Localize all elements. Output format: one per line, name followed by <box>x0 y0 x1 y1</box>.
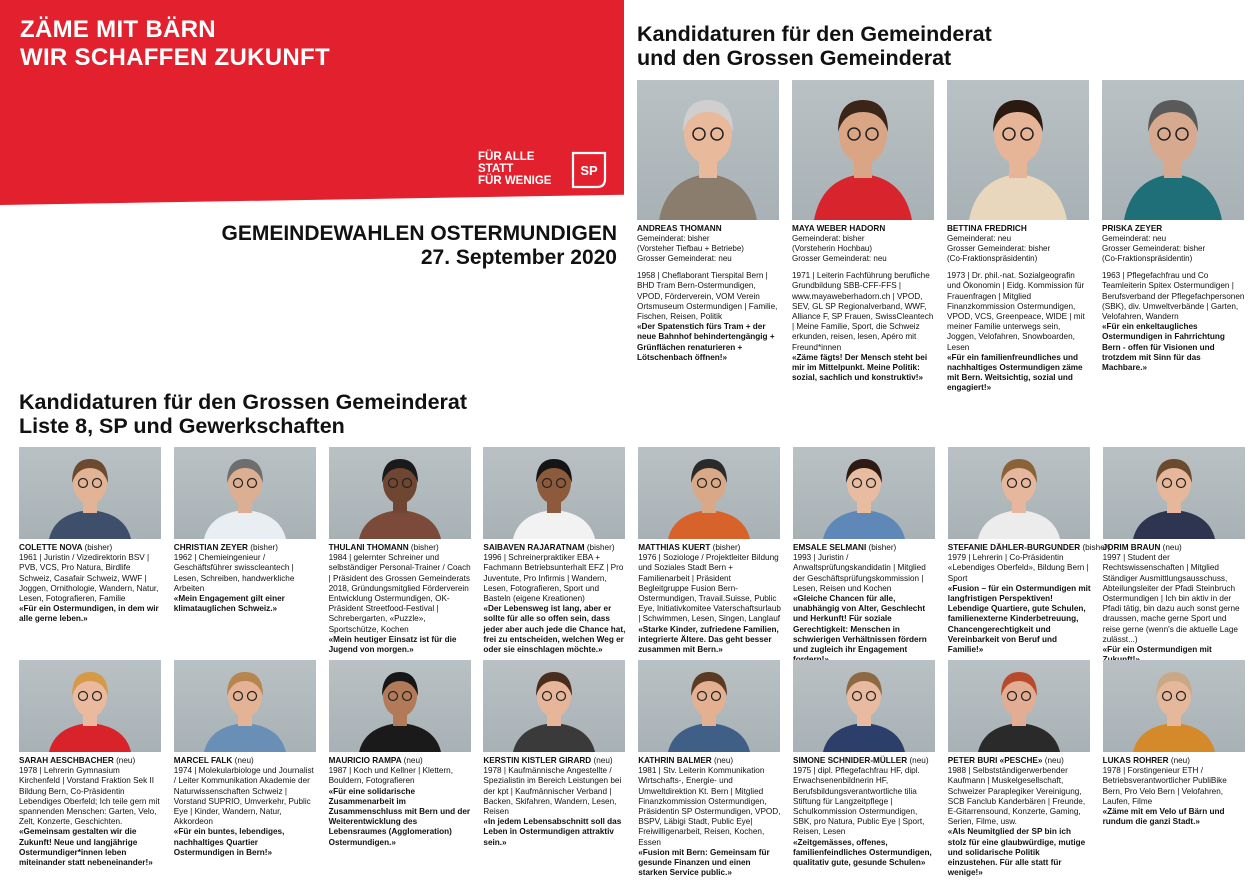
candidate-quote: «Starke Kinder, zufriedene Familien, integrierte Ältere. Das geht besser zusammen mit Bern.» <box>638 624 779 655</box>
candidate-role: Grosser Gemeinderat: bisher <box>1102 244 1206 254</box>
candidate-roles <box>792 234 935 264</box>
candidate-card <box>638 660 781 878</box>
candidate-photo <box>948 660 1090 752</box>
tagline <box>478 151 551 187</box>
candidate-name-text: MAURICIO RAMPA <box>328 756 402 765</box>
candidate-quote: «Für ein Ostermundigen mit <box>1102 645 1212 655</box>
candidate-card <box>637 80 780 363</box>
candidate-quote: «Fusion mit Bern: Gemeinsam für gesunde Finanzen und einen starken Service public.» <box>638 847 770 878</box>
candidate-role: Grosser Gemeinderat: neu <box>792 254 887 264</box>
slogan-line-1: ZÄME MIT BÄRN <box>20 16 216 43</box>
candidate-role: Grosser Gemeinderat: neu <box>637 254 732 264</box>
candidate-roles <box>1102 234 1245 264</box>
candidate-status: (bisher) <box>868 543 897 552</box>
candidate-name-text: EMSALE SELMANI <box>793 543 867 552</box>
candidate-card <box>793 447 936 665</box>
candidate-bio: 1971 | Leiterin Fachführung berufliche Grundbildung SBB-CFF-FFS | www.mayaweberhadorn.ch | VPOD, SEV, GL SP Regionalverband, WWF, Alliance F, SP Frauen, SwissCleantech | Meine Familie, Sport, die Schweiz erkunden, reisen, lesen, Apéro mit Freund*innen <box>792 271 934 352</box>
candidate-photo <box>1102 80 1244 220</box>
candidate-name <box>637 224 780 234</box>
section-heading-bottom-line-1: Kandidaturen für den Grossen Gemeinderat <box>19 390 468 414</box>
candidate-card <box>329 447 472 655</box>
candidate-card <box>1102 80 1245 373</box>
candidate-role: (Co-Fraktionspräsidentin) <box>947 254 1038 264</box>
candidate-photo <box>174 447 316 539</box>
candidate-status: (neu) <box>1044 756 1064 765</box>
candidate-role: (Vorsteherin Hochbau) <box>792 244 873 254</box>
candidate-name <box>638 543 781 553</box>
candidate-quote: «Für ein Ostermundigen, in dem wir alle gerne leben.» <box>19 604 159 624</box>
candidate-status: (bisher) <box>84 543 113 552</box>
candidate-bio: 1978 | Forstingenieur ETH / Betriebsverantwortlicher PubliBike Bern, Pro Velo Bern | Velofahren, Laufen, Filme <box>1102 766 1227 806</box>
candidate-name-text: PRISKA ZEYER <box>1102 224 1163 233</box>
section-heading-bottom <box>19 390 467 438</box>
candidate-bio: 1974 | Molekularbiologe und Journalist / Leiter Kommunikation Akademie der Naturwissenschaften Schweiz | Vorstand SUPRIO, Umverkehr, Public Eye | Kinder, Wandern, Natur, Akkordeon <box>173 766 314 827</box>
candidate-quote: «Für ein buntes, lebendiges, nachhaltiges Quartier Ostermundigen in Bern!» <box>173 827 285 857</box>
election-title: GEMEINDEWAHLEN OSTERMUNDIGEN <box>221 222 617 245</box>
candidate-photo <box>637 80 779 220</box>
sp-logo-icon <box>571 151 607 189</box>
candidate-name <box>1103 756 1246 766</box>
candidate-roles <box>947 234 1090 264</box>
candidate-role: (Co-Fraktionspräsidentin) <box>1102 254 1193 264</box>
candidate-card <box>948 660 1091 878</box>
candidate-name-text: MARCEL FALK <box>173 756 233 765</box>
candidate-card <box>174 447 317 614</box>
candidate-bio: 1979 | Lehrerin | Co-Präsidentin «Lebendiges Oberfeld», Bildung Bern | Sport <box>947 553 1089 583</box>
candidate-roles <box>637 234 780 264</box>
candidate-name-text: BETTINA FREDRICH <box>947 224 1027 233</box>
candidate-name-text: KATHRIN BALMER <box>638 756 712 765</box>
candidate-name-text: THULANI THOMANN <box>328 543 409 552</box>
candidate-quote: «Für ein familienfreundliches und nachhaltiges Ostermundigen zäme mit Bern. Weitsichtig, sozial und engagiert!» <box>947 352 1083 393</box>
candidate-quote: «Gleiche Chancen für alle, unabhängig von Alter, Geschlecht und Herkunft! Für soziale Gerechtigkeit: Menschen in schwierigen Verhältnissen fördern und zugleich ihr Engagement <box>793 594 927 655</box>
candidate-photo <box>329 447 471 539</box>
candidate-photo <box>174 660 316 752</box>
candidate-name <box>19 543 162 553</box>
section-heading-bottom-line-2: Liste 8, SP und Gewerkschaften <box>19 414 345 438</box>
candidate-quote: «Für eine solidarische Zusammenarbeit im Zusammenschluss mit Bern und der Weiterentwicklung des Lebensraumes (Agglomeration) Ostermundigen.» <box>328 786 471 847</box>
candidate-bio: 1988 | Selbstständigerwerbender Kaufmann | Muskelgesellschaft, Schweizer Paraplegiker Vereinigung, SCB Fanclub Kanderbären | Freunde, E-Gitarrensound, Konzerte, Gaming, Serien, Filme, usw. <box>947 766 1086 827</box>
candidate-status: (neu) <box>909 756 929 765</box>
candidate-photo <box>483 447 625 539</box>
candidate-name-text: SIMONE SCHNIDER-MÜLLER <box>793 756 908 765</box>
candidate-photo <box>483 660 625 752</box>
candidate-card <box>19 660 162 868</box>
candidate-status: (neu) <box>1162 543 1182 552</box>
candidate-name <box>174 543 317 553</box>
candidate-name-text: STEFANIE DÄHLER-BURGUNDER <box>947 543 1081 552</box>
slogan-line-2: WIR SCHAFFEN ZUKUNFT <box>20 44 330 71</box>
candidate-name <box>1102 224 1245 234</box>
candidate-name <box>19 756 162 766</box>
candidate-card <box>1103 447 1246 665</box>
candidate-bio: 1981 | Stv. Leiterin Kommunikation Wirtschafts-, Energie- und Umweltdirektion Kt. Bern | Mitglied Finanzkommission Ostermundigen, Präsidentin SP Ostermundigen, VPOD, BSPV, Läbigi Stadt, Public Eye| Freiwilligenarbeit, Reisen, Kochen, Essen <box>638 766 781 847</box>
candidate-name-text: SAIBAVEN RAJARATNAM <box>483 543 585 552</box>
candidate-status: (neu) <box>403 756 423 765</box>
candidate-quote: «Als Neumitglied der SP bin ich stolz für eine glaubwürdige, mutige und solidarische Politik einzustehen. Für alle statt für wenige!» <box>947 827 1086 878</box>
candidate-bio: 1993 | Juristin / Anwaltsprüfungskandidatin | Mitglied der Geschäftsprüfungskommission | Lesen, Reisen und Kochen <box>793 553 926 593</box>
candidate-quote: «Der Lebensweg ist lang, aber er sollte für alle so offen sein, dass jeder aber auch jede die Chance hat, frei zu entscheiden, welchen Weg er oder sie einschlagen möchte.» <box>483 604 626 655</box>
candidate-photo <box>19 660 161 752</box>
candidate-status: (bisher) <box>586 543 615 552</box>
tagline-line-2: STATT <box>478 163 514 175</box>
candidate-quote: «In jedem Lebensabschnitt soll das Leben in Ostermundigen attraktiv sein.» <box>483 817 622 847</box>
candidate-card <box>174 660 317 858</box>
candidate-bio: 1961 | Juristin / Vizedirektorin BSV | PVB, VCS, Pro Natura, Birdlife Schweiz, Casafair Schweiz, WWF | Joggen, Ornithologie, Wandern, Natur, Lesen, Fotografieren, Familie <box>19 553 159 604</box>
candidate-status: (neu) <box>116 756 136 765</box>
candidate-bio: 1963 | Pflegefachfrau und Co Teamleiterin Spitex Ostermundigen | Berufsverband der Pflegefachpersonen (SBK), div. Umweltverbände | Garten, Velofahren, Wandern <box>1102 271 1245 322</box>
candidate-name-text: ANDREAS THOMANN <box>637 224 722 233</box>
candidate-status: (bisher) <box>1082 543 1111 552</box>
candidate-name <box>793 756 936 766</box>
candidate-bio: 1987 | Koch und Kellner | Klettern, Bouldern, Fotografieren <box>328 766 454 786</box>
candidate-card <box>19 447 162 625</box>
candidate-name <box>638 756 781 766</box>
candidate-name-text: JORIM BRAUN <box>1102 543 1161 552</box>
section-heading-top-line-2: und den Grossen Gemeinderat <box>637 46 952 70</box>
candidate-card <box>638 447 781 655</box>
candidate-name <box>947 224 1090 234</box>
election-date: 27. September 2020 <box>420 246 617 269</box>
candidate-card <box>1103 660 1246 827</box>
candidate-card <box>947 447 1111 655</box>
candidate-bio: 1975 | dipl. Pflegefachfrau HF, dipl. Erwachsenenbildnerin HF, Berufsbildungsverantwortliche tilia Stiftung für Langzeitpflege | Schulkommission Ostermundigen, SBK, pro Natura, Public Eye | Sport, Reisen, Lesen <box>793 766 925 837</box>
candidate-photo <box>1103 660 1245 752</box>
candidate-photo <box>638 447 780 539</box>
candidate-photo <box>793 660 935 752</box>
candidate-photo <box>329 660 471 752</box>
candidate-name <box>948 756 1091 766</box>
candidate-quote: «Zäme fägts! Der Mensch steht bei mir im Mittelpunkt. Meine Politik: sozial, sachlich und konstruktiv!» <box>792 352 928 383</box>
candidate-photo <box>19 447 161 539</box>
candidate-name-text: LUKAS ROHRER <box>1102 756 1169 765</box>
candidate-quote: «Gemeinsam gestalten wir die Zukunft! Neue und langjährige Ostermundiger*innen leben miteinander statt nebeneinander!» <box>19 827 153 868</box>
candidate-photo <box>638 660 780 752</box>
candidate-bio: 1958 | Cheflaborant Tierspital Bern | BHD Tram Bern-Ostermundigen, VPOD, Förderverein, VOM Verein Ortsmuseum Ostermundigen | Familie, Fischen, Reisen, Politik <box>637 271 778 322</box>
candidate-name <box>947 543 1111 553</box>
candidate-name <box>174 756 317 766</box>
candidate-role: Gemeinderat: bisher <box>637 234 710 244</box>
candidate-card <box>947 80 1090 394</box>
section-heading-top <box>637 22 992 70</box>
candidate-quote: «Mein heutiger Einsatz ist für die Jugend von morgen.» <box>328 634 457 655</box>
candidate-bio: 1984 | gelernter Schreiner und selbständiger Personal-Trainer / Coach | Präsident des Grossen Gemeinderats 2018, Gründungsmitglied Förderverein Entwicklung Ostermundigen, OK-Präsident Streetfood-Festival | Schrebergarten, «Puzzle», Sportschütze, Kochen <box>328 553 471 634</box>
election-title-block <box>221 222 617 270</box>
candidate-card <box>483 660 626 848</box>
candidate-role: Gemeinderat: neu <box>947 234 1012 244</box>
candidate-name <box>1103 543 1246 553</box>
candidate-quote: «Fusion – für ein Ostermundigen mit langfristigen Perspektiven! Lebendige Quartiere, gute Schulen, familienexterne Kinderbetreuung, Chancengerechtigkeit und Vereinbarkeit von Beruf und Familie!» <box>947 583 1091 655</box>
candidate-bio: 1976 | Soziologe / Projektleiter Bildung und Soziales Stadt Bern + Familienarbeit | Präsident Begleitgruppe Fusion Bern-Ostermundigen, Travail.Suisse, Public Eye, Initiativkomitee Vaterschaftsurlaub | Schwimmen, Lesen, Singen, Langlauf <box>638 553 781 624</box>
section-heading-top-line-1: Kandidaturen für den Gemeinderat <box>637 22 992 46</box>
candidate-name-text: SARAH AESCHBACHER <box>19 756 114 765</box>
candidate-name <box>792 224 935 234</box>
tagline-line-1: FÜR ALLE <box>478 151 535 163</box>
candidate-name-text: COLETTE NOVA <box>19 543 83 552</box>
candidate-bio: 1978 | Kaufmännische Angestellte / Spezialistin im Bereich Leistungen bei der kpt | Kaufmännischer Verband | Backen, Skifahren, Wandern, Lesen, Reisen <box>483 766 622 817</box>
candidate-card <box>483 447 626 655</box>
candidate-name <box>793 543 936 553</box>
candidate-bio: 1962 | Chemieingenieur / Geschäftsführer swisscleantech | Lesen, Schreiben, handwerkliche Arbeiten <box>173 553 295 593</box>
candidate-quote: «Der Spatenstich fürs Tram + der neue Bahnhof behindertengängig + Grünflächen renaturieren + Lötschenbach öffnen!» <box>637 322 775 362</box>
candidate-role: Gemeinderat: bisher <box>792 234 865 244</box>
candidate-status: (neu) <box>714 756 734 765</box>
candidate-card <box>329 660 472 848</box>
candidate-status: (bisher) <box>712 543 741 552</box>
candidate-quote: «Zäme mit em Velo uf Bärn und rundum die ganzi Stadt.» <box>1102 807 1225 827</box>
candidate-status: (bisher) <box>250 543 278 552</box>
candidate-name <box>483 756 626 766</box>
candidate-name-text: CHRISTIAN ZEYER <box>173 543 248 552</box>
candidate-status: (neu) <box>234 756 254 765</box>
candidate-role: (Vorsteher Tiefbau + Betriebe) <box>637 244 744 254</box>
candidate-quote: «Zeitgemässes, offenes, familienfeindliches Ostermundigen, qualitativ gute, gesunde Schulen» <box>793 837 932 868</box>
candidate-photo <box>1103 447 1245 539</box>
candidate-role: Gemeinderat: neu <box>1102 234 1167 244</box>
candidate-quote: «Mein Engagement gilt einer klimatauglichen Schweiz.» <box>173 594 285 614</box>
candidate-bio: 1997 | Student der Rechtswissenschaften | Mitglied Ständiger Ausmittlungsausschuss, Abteilungsleiter der Pfadi Steinbruch Ostermundigen | Ich bin aktiv in der Pfadi tätig, bin dazu auch sonst gerne draussen, mache gerne Sport und reise gerne (wenn's die aktuelle Lage zulässt...) <box>1102 553 1240 644</box>
candidate-name-text: PETER BURI «PESCHE» <box>947 756 1043 765</box>
candidate-status: (neu) <box>593 756 613 765</box>
candidate-photo <box>948 447 1090 539</box>
tagline-line-3: FÜR WENIGE <box>478 175 552 187</box>
sp-logo-text: SP <box>580 163 598 178</box>
candidate-bio: 1996 | Schreinerpraktiker EBA + Fachmann Betriebsunterhalt EFZ | Pro Juventute, Pro Infirmis | Wandern, Lesen, Fotografieren, Sport und Basteln (eigene Kreationen) <box>483 553 624 604</box>
candidate-name <box>329 756 472 766</box>
candidate-name <box>329 543 472 553</box>
candidate-name <box>483 543 626 553</box>
candidate-card <box>793 660 936 868</box>
candidate-photo <box>793 447 935 539</box>
candidate-photo <box>792 80 934 220</box>
candidate-role: Grosser Gemeinderat: bisher <box>947 244 1051 254</box>
candidate-photo <box>947 80 1089 220</box>
slogan <box>20 16 330 72</box>
candidate-bio: 1973 | Dr. phil.-nat. Sozialgeografin und Ökonomin | Eidg. Kommission für Frauenfragen | Mitglied Finanzkommission Ostermundigen, VPOD, VCS, Greenpeace, WIDE | mit meiner Familie unterwegs sein, Joggen, Velofahren, Snowboarden, Lesen <box>947 271 1085 352</box>
candidate-name-text: MATTHIAS KUERT <box>638 543 711 552</box>
candidate-card <box>792 80 935 383</box>
candidate-name-text: MAYA WEBER HADORN <box>792 224 886 233</box>
candidate-status: (bisher) <box>410 543 439 552</box>
candidate-status: (neu) <box>1170 756 1190 765</box>
candidate-bio: 1978 | Lehrerin Gymnasium Kirchenfeld | Vorstand Fraktion Sek II Bildung Bern, Co-Präsidentin Lebendiges Oberfeld; Ich teile gern mit spannenden Menschen: Garten, Velo, Zelt, Konzerte, Geschichten. <box>19 766 160 827</box>
candidate-quote: «Für ein enkeltaugliches Ostermundigen in Fahrrichtung Bern - offen für Visionen und trotzdem mit Sinn für das Machbare.» <box>1102 322 1225 373</box>
candidate-name-text: KERSTIN KISTLER GIRARD <box>483 756 592 765</box>
